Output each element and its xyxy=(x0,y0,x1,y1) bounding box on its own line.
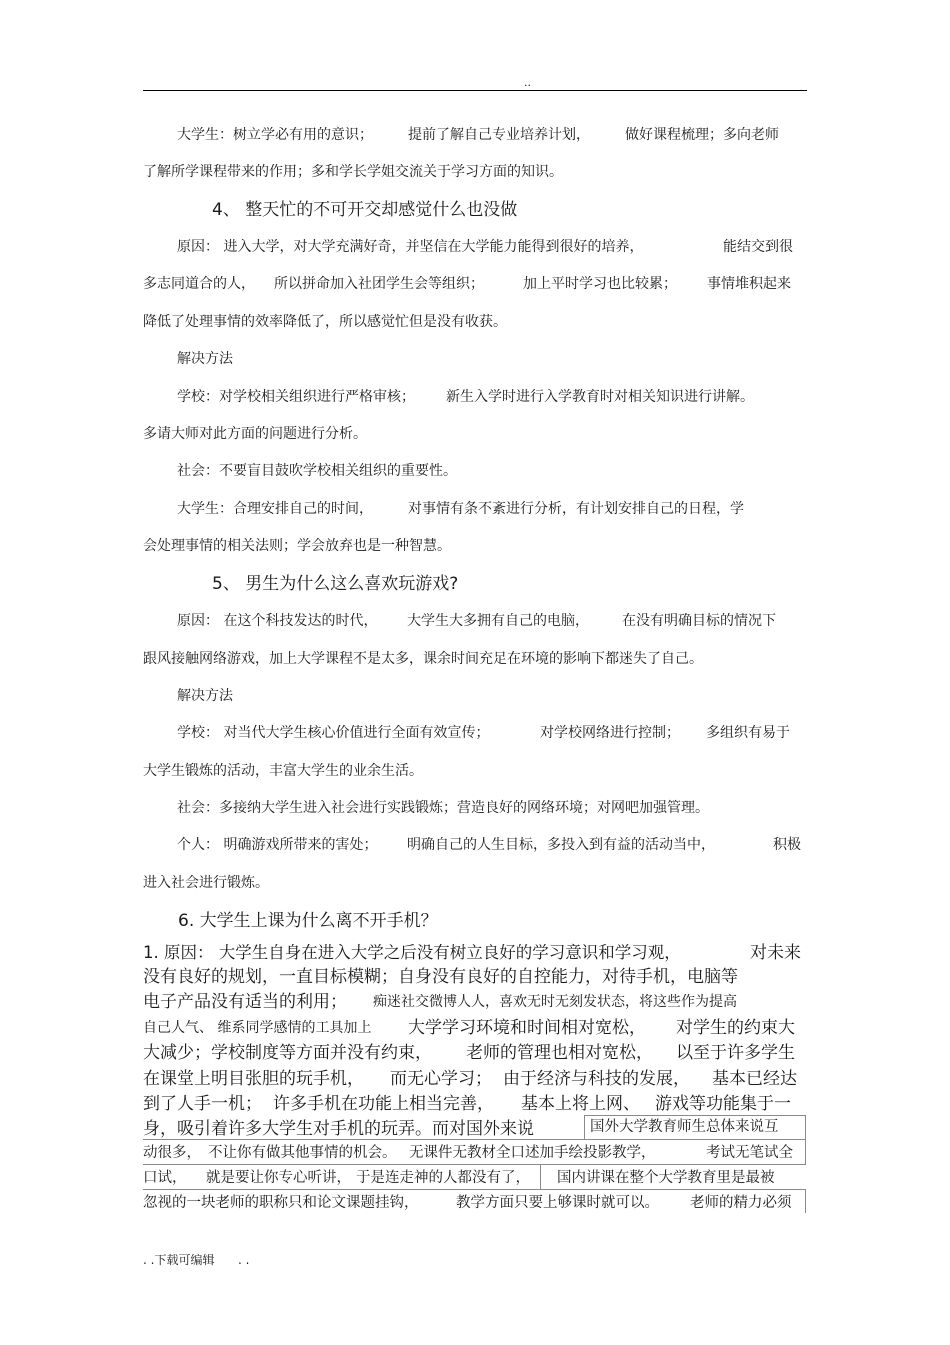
footer-left: . .下载可编辑 xyxy=(143,1253,215,1267)
text-line: 口试， xyxy=(143,1170,187,1186)
text-line: 原因： 在这个科技发达的时代， xyxy=(177,613,378,629)
text-line: 自己人气、 维系同学感情的工具加上 xyxy=(143,1020,372,1036)
text-line: 做好课程梳理；多向老师 xyxy=(625,127,779,143)
text-line: 游戏等功能集于一 xyxy=(655,1094,791,1114)
text-line: 大学生大多拥有自己的电脑， xyxy=(407,613,589,629)
textbox-border xyxy=(805,1189,806,1213)
text-line: 降低了处理事情的效率降低了，所以感觉忙但是没有收获。 xyxy=(143,314,507,330)
text-line: 所以拼命加入社团学生会等组织； xyxy=(274,276,484,292)
text-line: 于是连走神的人都没有了， xyxy=(356,1170,530,1186)
text-line: 老师的管理也相对宽松， xyxy=(466,1043,653,1063)
text-line: 动很多， xyxy=(143,1145,201,1161)
section-heading-4: 4、 整天忙的不可开交却感觉什么也没做 xyxy=(212,200,518,220)
text-line: 以至于许多学生 xyxy=(676,1043,795,1063)
textbox-border xyxy=(584,1115,585,1139)
text-line: 1. 原因： 大学生自身在进入大学之后没有树立良好的学习意识和学习观， xyxy=(143,943,681,962)
text-line: 痴迷社交微博人人，喜欢无时无刻发状态，将这些作为提高 xyxy=(373,994,737,1010)
textbox-border xyxy=(805,1115,806,1165)
subheading: 解决方法 xyxy=(177,351,233,367)
subheading: 解决方法 xyxy=(177,688,233,704)
text-line: 多志同道合的人， xyxy=(143,276,255,292)
text-line: 忽视的一块老师的职称只和论文课题挂钩， xyxy=(143,1195,419,1211)
text-line: 个人： 明确游戏所带来的害处； xyxy=(177,837,378,853)
textbox-border xyxy=(143,1189,806,1190)
text-line: 由于经济与科技的发展， xyxy=(503,1069,690,1089)
text-line: 基本已经达 xyxy=(712,1069,797,1089)
text-line: 而无心学习； xyxy=(390,1069,492,1089)
text-line: 进入社会进行锻炼。 xyxy=(143,875,269,891)
text-line: 学校：对学校相关组织进行严格审核； xyxy=(177,389,415,405)
text-line: 在课堂上明目张胆的玩手机， xyxy=(143,1069,364,1089)
text-line: 社会：多接纳大学生进入社会进行实践锻炼；营造良好的网络环境；对网吧加强管理。 xyxy=(177,800,709,816)
textbox-border xyxy=(143,1139,806,1140)
textbox-border xyxy=(540,1164,541,1189)
text-line: 大学生：合理安排自己的时间， xyxy=(177,501,373,517)
section-heading-5: 5、 男生为什么这么喜欢玩游戏? xyxy=(212,574,459,594)
text-line: 就是要让你专心听讲， xyxy=(206,1170,351,1186)
text-line: 大学生锻炼的活动，丰富大学生的业余生活。 xyxy=(143,763,423,779)
text-line: 大学生：树立学必有用的意识； xyxy=(177,127,373,143)
header-mark: .. xyxy=(524,76,531,89)
section-heading-6: 6. 大学生上课为什么离不开手机？ xyxy=(178,911,438,931)
text-line: 多请大师对此方面的问题进行分析。 xyxy=(143,426,367,442)
header-rule xyxy=(143,90,807,91)
text-line: 身，吸引着许多大学生对手机的玩弄。而对国外来说 xyxy=(143,1119,534,1139)
text-line: 大减少；学校制度等方面并没有约束， xyxy=(143,1043,432,1063)
text-line: 了解所学课程带来的作用；多和学长学姐交流关于学习方面的知识。 xyxy=(143,164,563,180)
text-line: 事情堆积起来 xyxy=(707,276,791,292)
text-line: 老师的精力必须 xyxy=(690,1195,792,1211)
text-line: 教学方面只要上够课时就可以。 xyxy=(456,1195,659,1211)
text-line: 对未来 xyxy=(750,943,801,963)
text-line: 对学生的约束大 xyxy=(676,1018,795,1038)
text-line: 大学学习环境和时间相对宽松， xyxy=(408,1018,646,1038)
text-line: 积极 xyxy=(773,837,801,853)
textbox-border xyxy=(143,1164,806,1165)
text-line: 明确自己的人生目标，多投入到有益的活动当中， xyxy=(407,837,715,853)
text-line: 提前了解自己专业培养计划， xyxy=(408,127,590,143)
text-line: 加上平时学习也比较累； xyxy=(523,276,677,292)
text-line: 跟风接触网络游戏，加上大学课程不是太多，课余时间充足在环境的影响下都迷失了自己。 xyxy=(143,651,703,667)
text-line: 学校： 对当代大学生核心价值进行全面有效宣传； xyxy=(177,725,490,741)
text-line: 基本上将上网、 xyxy=(521,1094,640,1114)
text-line: 会处理事情的相关法则；学会放弃也是一种智慧。 xyxy=(143,538,451,554)
text-line: 原因： 进入大学，对大学充满好奇，并坚信在大学能力能得到很好的培养， xyxy=(177,239,644,255)
text-line: 多组织有易于 xyxy=(706,725,790,741)
text-line: 考试无笔试全 xyxy=(706,1145,793,1161)
footer-right: . . xyxy=(238,1253,250,1267)
text-line: 对学校网络进行控制； xyxy=(540,725,680,741)
text-line: 在没有明确目标的情况下 xyxy=(622,613,776,629)
text-line: 新生入学时进行入学教育时对相关知识进行讲解。 xyxy=(446,389,754,405)
text-line: 无课件无教材全口述加手绘投影教学， xyxy=(409,1145,656,1161)
text-line: 国外大学教育师生总体来说互 xyxy=(590,1119,779,1135)
text-line: 对事情有条不紊进行分析，有计划安排自己的日程，学 xyxy=(408,501,744,517)
text-line: 社会：不要盲目鼓吹学校相关组织的重要性。 xyxy=(177,463,457,479)
text-line: 许多手机在功能上相当完善， xyxy=(273,1094,494,1114)
text-line: 不让你有做其他事情的机会。 xyxy=(208,1145,397,1161)
text-line: 国内讲课在整个大学教育里是最被 xyxy=(557,1170,775,1186)
text-line: 能结交到很 xyxy=(723,239,793,255)
textbox-border xyxy=(584,1115,806,1116)
text-line: 没有良好的规划，一直目标模糊；自身没有良好的自控能力，对待手机，电脑等 xyxy=(143,967,738,987)
text-line: 电子产品没有适当的利用； xyxy=(143,992,347,1012)
text-line: 到了人手一机； xyxy=(143,1094,262,1114)
